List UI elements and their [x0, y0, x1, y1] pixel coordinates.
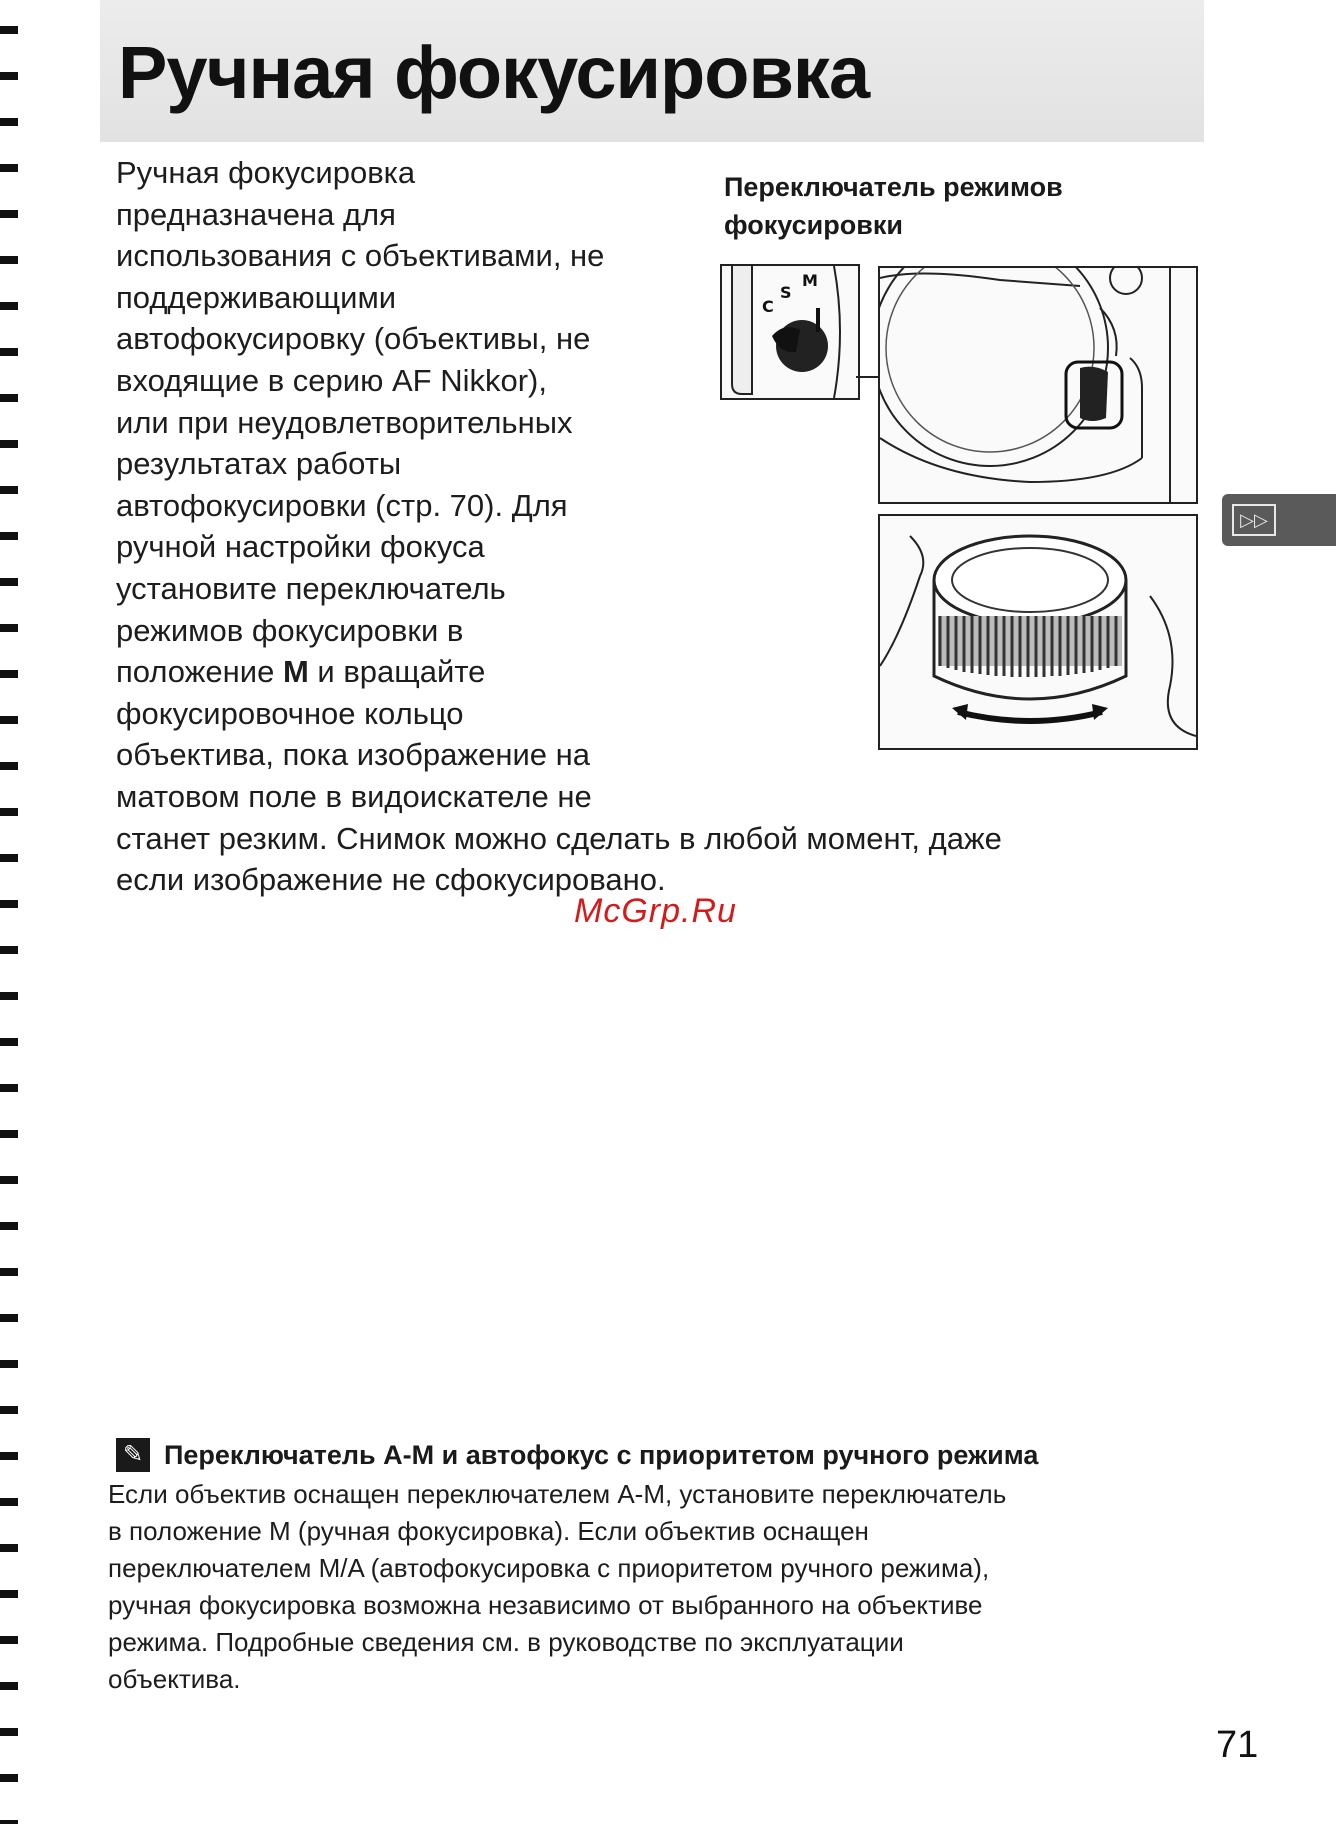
note-line: ручная фокусировка возможна независимо от выбранного на объективе	[108, 1590, 983, 1620]
shooting-icon: ▷▷	[1232, 504, 1276, 536]
intro-line: автофокусировку (объективы, не	[116, 321, 591, 357]
intro-line: ручной настройки фокуса	[116, 529, 485, 565]
intro-line: предназначена для	[116, 196, 396, 232]
switch-label-m: M	[802, 271, 818, 290]
intro-line: объектива, пока изображение на	[116, 737, 591, 773]
note-body	[108, 1476, 1218, 1698]
intro-line: или при неудовлетворительных	[116, 404, 573, 440]
note-line: Если объектив оснащен переключателем A-M, установите переключатель	[108, 1479, 1007, 1509]
note-line: объектива.	[108, 1664, 241, 1694]
camera-body-drawing	[880, 268, 1196, 502]
lens-drawing	[880, 516, 1196, 748]
intro-line: если изображение не сфокусировано.	[116, 862, 666, 898]
spiral-binding	[0, 0, 18, 1824]
intro-line: фокусировочное кольцо	[116, 695, 464, 731]
page-number: 71	[1216, 1724, 1259, 1766]
intro-line: матовом поле в видоискателе не	[116, 778, 592, 814]
note-title: Переключатель A-M и автофокус с приоритетом ручного режима	[164, 1439, 1039, 1470]
intro-line: автофокусировки (стр. 70). Для	[116, 487, 568, 523]
intro-line: положение M и вращайте	[116, 654, 486, 690]
section-tab	[1222, 494, 1336, 546]
note-line: переключателем M/A (автофокусировка с приоритетом ручного режима),	[108, 1553, 990, 1583]
watermark: McGrp.Ru	[574, 892, 737, 930]
intro-line: Ручная фокусировка	[116, 155, 416, 190]
switch-label-c: C	[762, 297, 774, 316]
intro-line: режимов фокусировки в	[116, 612, 464, 648]
page-title: Ручная фокусировка	[118, 31, 870, 114]
switch-drawing	[722, 266, 858, 398]
lens-focus-ring-illustration	[878, 514, 1198, 750]
diagram-caption: Переключатель режимов фокусировки	[724, 172, 1063, 240]
mode-m-label: M	[282, 654, 309, 690]
intro-line: результатах работы	[116, 446, 402, 482]
camera-body-illustration	[878, 266, 1198, 504]
note-line: режима. Подробные сведения см. в руководстве по эксплуатации	[108, 1627, 904, 1657]
intro-line: установите переключатель	[116, 570, 506, 606]
switch-label-s: S	[780, 283, 792, 302]
intro-line: входящие в серию AF Nikkor),	[116, 362, 547, 398]
pencil-icon: ✎	[116, 1438, 150, 1472]
intro-line: станет резким. Снимок можно сделать в любой момент, даже	[116, 820, 1002, 856]
note-heading	[116, 1436, 1038, 1474]
intro-line: поддерживающими	[116, 279, 397, 315]
note-line: в положение M (ручная фокусировка). Если объектив оснащен	[108, 1516, 869, 1546]
intro-line: использования с объективами, не	[116, 238, 605, 274]
focus-mode-switch-closeup	[720, 264, 860, 400]
